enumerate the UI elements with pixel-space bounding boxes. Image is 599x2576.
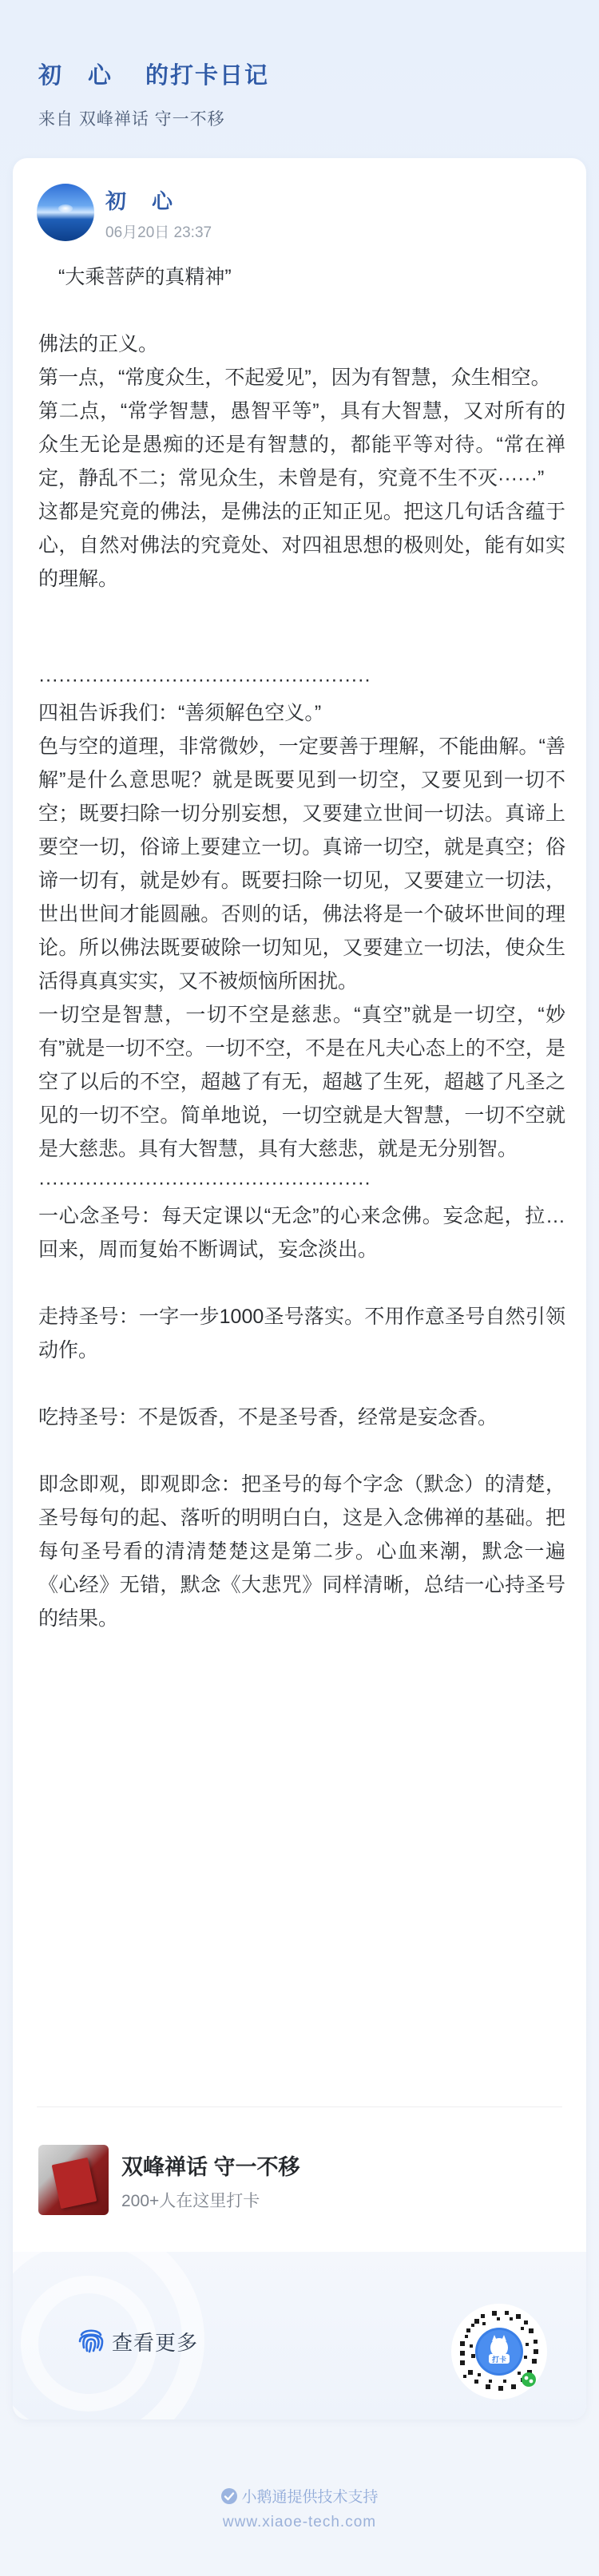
post-paragraph: 走持圣号：一字一步1000圣号落实。不用作意圣号自然引领动作。	[38, 1306, 565, 1361]
powered-by	[0, 2485, 599, 2531]
divider	[37, 2106, 562, 2107]
post-paragraph: 吃持圣号：不是饭香，不是圣号香，经常是妄念香。	[38, 1406, 498, 1429]
post-paragraph: “大乘菩萨的真精神”	[38, 266, 232, 288]
post-paragraph: 一心念圣号：每天定课以“无念”的心来念佛。妄念起，拉…回来，周而复始不断调试，妄念淡出。	[38, 1205, 565, 1261]
page-title: 初 心 的打卡日记	[38, 63, 270, 89]
author-name[interactable]: 初 心	[105, 189, 176, 213]
group-info[interactable]	[38, 2145, 549, 2221]
powered-by-text: 小鹅通提供技术支持	[241, 2489, 379, 2506]
powered-by-url[interactable]: www.xiaoe-tech.com	[222, 2514, 377, 2530]
avatar-sun-decoration	[58, 204, 73, 212]
fingerprint-icon	[75, 2324, 107, 2356]
post-date: 06月20日 23:37	[105, 224, 212, 241]
post-paragraph: 一切空是智慧，一切不空是慈悲。“真空”就是一切空，“妙有”就是一切不空。一切不空，不是在凡夫心态上的不空，是空了以后的不空，超越了有无，超越了生死，超越了凡圣之见的一切不空。简单地说，一切空就是大智慧，一切不空就是大慈悲。具有大智慧，具有大慈悲，就是无分别智。	[38, 1004, 565, 1160]
post-paragraph: 第一点，“常度众生，不起爱见”，因为有智慧，众生相空。	[38, 367, 551, 389]
post-paragraph	[38, 294, 565, 327]
qr-badge-text: 打卡	[491, 2356, 507, 2364]
group-name: 双峰禅话 守一不移	[121, 2155, 300, 2179]
view-more-label: 查看更多	[112, 2331, 199, 2355]
book-image	[52, 2158, 97, 2209]
post-paragraph: 即念即观，即观即念：把圣号的每个字念（默念）的清楚，圣号每句的起、落听的明明白白，这是入念佛禅的基础。把每句圣号看的清清楚楚这是第二步。心血来潮，默念一遍《心经》无错，默念《大悲咒》同样清晰，总结一心持圣号的结果。	[38, 1473, 565, 1630]
post-paragraph	[38, 596, 565, 629]
group-member-count: 200+人在这里打卡	[121, 2192, 260, 2210]
page-header	[38, 57, 565, 130]
post-paragraph	[38, 629, 565, 663]
post-paragraph: 色与空的道理，非常微妙，一定要善于理解，不能曲解。“善解”是什么意思呢？就是既要见到一切空，又要见到一切不空；既要扫除一切分别妄想，又要建立世间一切法。真谛上要空一切，俗谛上要建立一切。真谛一切空，就是真空；俗谛一切有，就是妙有。既要扫除一切见，又要建立一切法，世出世间才能圆融。否则的话，佛法将是一个破坏世间的理论。所以佛法既要破除一切知见，又要建立一切法，使众生活得真真实实，又不被烦恼所困扰。	[38, 735, 565, 993]
post-paragraph: 第二点，“常学智慧，愚智平等”，具有大智慧，又对所有的众生无论是愚痴的还是有智慧的，都能平等对待。“常在禅定，静乱不二；常见众生，未曾是有，究竟不生不灭······”	[38, 400, 565, 489]
post-paragraph: 佛法的正义。	[38, 333, 159, 355]
avatar[interactable]	[37, 184, 94, 241]
mini-program-qr-code[interactable]	[450, 2303, 548, 2400]
post-content	[38, 260, 565, 1635]
post-paragraph: ··················································	[38, 1171, 371, 1194]
post-paragraph	[38, 1367, 565, 1401]
post-paragraph	[38, 1434, 565, 1468]
diary-card	[13, 158, 586, 2419]
view-more-button[interactable]	[75, 2322, 235, 2357]
post-paragraph: 这都是究竟的佛法，是佛法的正知正见。把这几句话含蕴于心，自然对佛法的究竟处、对四祖思想的极则处，能有如实的理解。	[38, 501, 565, 590]
page-subtitle: 来自 双峰禅话 守一不移	[38, 110, 225, 129]
post-paragraph: 四祖告诉我们：“善须解色空义。”	[38, 702, 322, 724]
group-thumbnail	[38, 2145, 109, 2215]
check-circle-icon	[220, 2487, 238, 2505]
bottom-panel	[13, 2252, 586, 2419]
post-paragraph: ··················································	[38, 668, 371, 691]
post-paragraph	[38, 1266, 565, 1300]
author-info	[37, 182, 516, 246]
